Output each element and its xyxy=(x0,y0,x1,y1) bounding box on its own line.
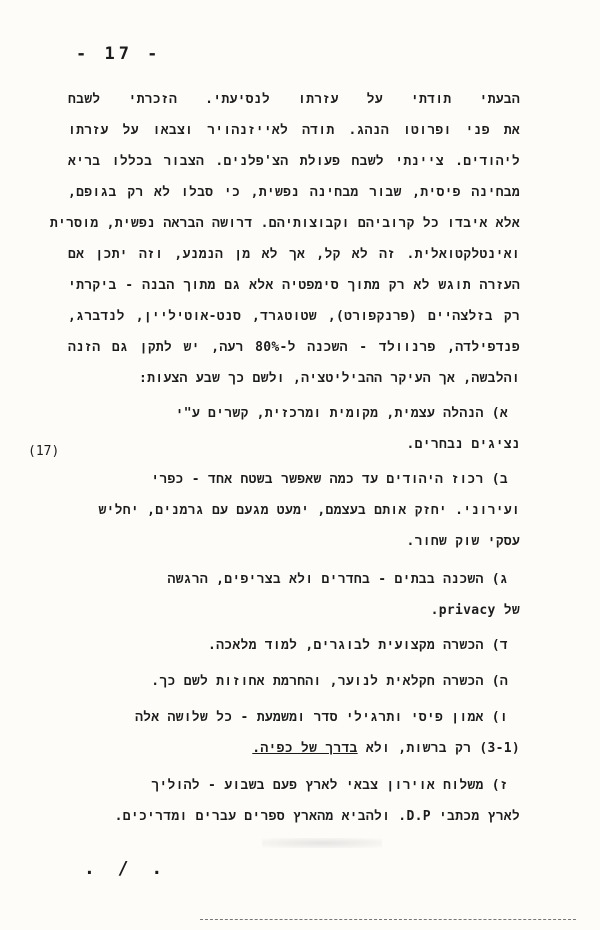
list-item-bet: ב) רכוז היהודים עד כמה שאפשר בשטח אחד - כפרי xyxy=(151,472,508,487)
margin-note: (17) xyxy=(28,444,60,459)
text-line: ליהודים. ציינתי לשבח פעולת הצ'פלנים. הצבור בכללו בריא xyxy=(68,154,520,169)
text-line: העזרה תוגש לא רק מתוך סימפטיה אלא גם מתוך הבנה - ביקרתי xyxy=(68,278,520,293)
text-line: מבחינה פיסית, שבור מבחינה נפשית, כי סבלו לא רק בגופם, xyxy=(68,185,520,200)
text-fragment: (3-1) רק ברשות, ולא xyxy=(365,741,520,756)
list-item-vav: ו) אמון פיסי ותרגילי סדר ומשמעת - כל שלושה אלה xyxy=(135,710,508,725)
list-item-he: ה) הכשרה חקלאית לנוער, והחרמת אחוזות לשם כך. xyxy=(151,674,508,689)
text-line: של privacy. xyxy=(430,603,520,618)
scan-smudge xyxy=(262,838,382,848)
text-line: והלבשה, אך העיקר ההביליטציה, ולשם כך שבע הצעות: xyxy=(138,371,520,386)
list-item-gimel: ג) השכנה בבתים - בחדרים ולא בצריפים, הרגשה xyxy=(167,572,508,587)
page-number: - 17 - xyxy=(76,44,162,64)
text-line: רק בזלצהיים (פרנקפורט), שטוטגרד, סנט-אוטיליין, לנדברג, xyxy=(68,309,520,324)
list-item-dalet: ד) הכשרה מקצועית לבוגרים, למוד מלאכה. xyxy=(208,638,508,653)
list-item-alef: א) הנהלה עצמית, מקומית ומרכזית, קשרים ע"י xyxy=(175,406,508,421)
text-line: לארץ מכתבי D.P. ולהביא מהארץ ספרים עברים ומדריכים. xyxy=(114,809,520,824)
list-item-zayin: ז) משלוח אוירון צבאי לארץ פעם בשבוע - להוליך xyxy=(151,778,508,793)
text-line: הבעתי תודתי על עזרתו לנסיעתי. הזכרתי לשבח xyxy=(68,92,520,107)
continuation-mark: . / . xyxy=(84,858,169,879)
text-line: עסקי שוק שחור. xyxy=(406,534,520,549)
text-line: נציגים נבחרים. xyxy=(406,437,520,452)
text-line: את פני ופרוטו הנהג. תודה לאייזנהויר וצבאו על עזרתו xyxy=(68,123,520,138)
bottom-edge-rule xyxy=(200,919,576,920)
text-line xyxy=(252,741,520,756)
text-line: אלא איבדו כל קרוביהם וקבוצותיהם. דרושה הבראה נפשית, מוסרית xyxy=(49,216,520,231)
text-line: ועירוני. יחזק אותם בעצמם, ימעט מגעם עם גרמנים, יחליש xyxy=(98,503,520,518)
underlined-phrase: בדרך של כפיה. xyxy=(252,741,358,756)
text-line: פנדפילדה, פרנוולד - השכנה ל-80% רעה, יש לתקן גם הזנה xyxy=(68,340,521,355)
text-line: ואינטלקטואלית. זה לא קל, אך לא מן הנמנע, וזה יתכן אם xyxy=(68,247,520,262)
